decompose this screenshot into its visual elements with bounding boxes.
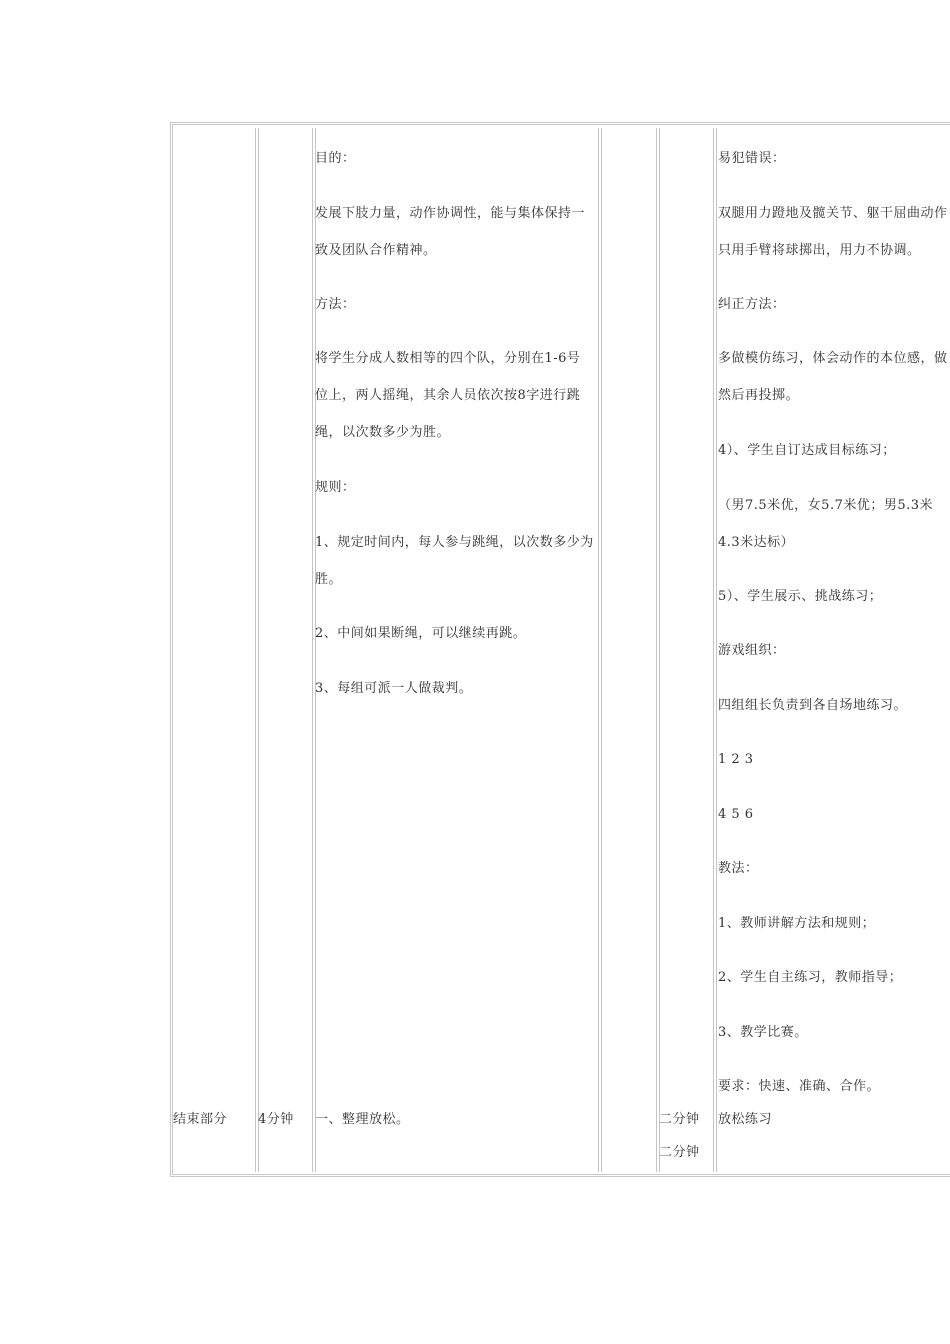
errors-text: 只用手臂将球掷出，用力不协调。 xyxy=(718,243,921,258)
teaching-step: 1、教师讲解方法和规则； xyxy=(718,916,876,931)
rule-item: 2、中间如果断绳，可以继续再跳。 xyxy=(315,626,527,641)
practice-item: 4）、学生自订达成目标练习； xyxy=(718,443,896,458)
rule-item: 3、每组可派一人做裁判。 xyxy=(315,681,473,696)
activity-time: 二分钟 xyxy=(659,1112,700,1127)
table-border xyxy=(170,122,950,1177)
organisation-text: 四组组长负责到各自场地练习。 xyxy=(718,698,908,713)
errors-heading: 易犯错误： xyxy=(718,151,786,166)
column-divider xyxy=(656,128,660,1172)
correction-heading: 纠正方法： xyxy=(718,297,786,312)
teaching-method-heading: 教法： xyxy=(718,861,759,876)
requirements-text: 要求：快速、准确、合作。 xyxy=(718,1079,881,1094)
practice-item: 5）、学生展示、挑战练习； xyxy=(718,589,883,604)
column-divider xyxy=(255,128,259,1172)
field-layout-row: 1 2 3 xyxy=(718,752,754,767)
goal-text: 发展下肢力量，动作协调性，能与集体保持一 xyxy=(315,206,586,221)
practice-standard: （男7.5米优，女5.7米优；男5.3米 xyxy=(718,498,934,513)
column-divider xyxy=(312,128,316,1172)
organisation-heading: 游戏组织： xyxy=(718,643,786,658)
practice-standard: 4.3米达标） xyxy=(718,535,795,550)
rule-item: 胜。 xyxy=(315,572,343,587)
closing-activity: 放松练习 xyxy=(718,1112,773,1127)
closing-content: 一、整理放松。 xyxy=(315,1112,410,1127)
rule-item: 1、规定时间内，每人参与跳绳，以次数多少为 xyxy=(315,535,594,550)
field-layout-row: 4 5 6 xyxy=(718,807,754,822)
correction-text: 多做模仿练习，体会动作的本位感，做 xyxy=(718,351,948,366)
correction-text: 然后再投掷。 xyxy=(718,388,800,403)
method-text: 将学生分成人数相等的四个队，分别在1-6号 xyxy=(315,351,581,366)
activity-time: 二分钟 xyxy=(659,1145,700,1160)
column-divider xyxy=(713,128,717,1172)
method-text: 绳，以次数多少为胜。 xyxy=(315,425,451,440)
section-label: 结束部分 xyxy=(173,1112,228,1127)
section-duration: 4分钟 xyxy=(258,1112,294,1127)
column-divider xyxy=(598,128,602,1172)
method-heading: 方法： xyxy=(315,297,356,312)
teaching-step: 2、学生自主练习，教师指导； xyxy=(718,970,903,985)
errors-text: 双腿用力蹬地及髋关节、躯干屈曲动作 xyxy=(718,206,948,221)
goal-heading: 目的： xyxy=(315,151,356,166)
goal-text: 致及团队合作精神。 xyxy=(315,243,437,258)
teaching-step: 3、教学比赛。 xyxy=(718,1025,808,1040)
rules-heading: 规则： xyxy=(315,480,356,495)
method-text: 位上，两人摇绳，其余人员依次按8字进行跳 xyxy=(315,388,581,403)
